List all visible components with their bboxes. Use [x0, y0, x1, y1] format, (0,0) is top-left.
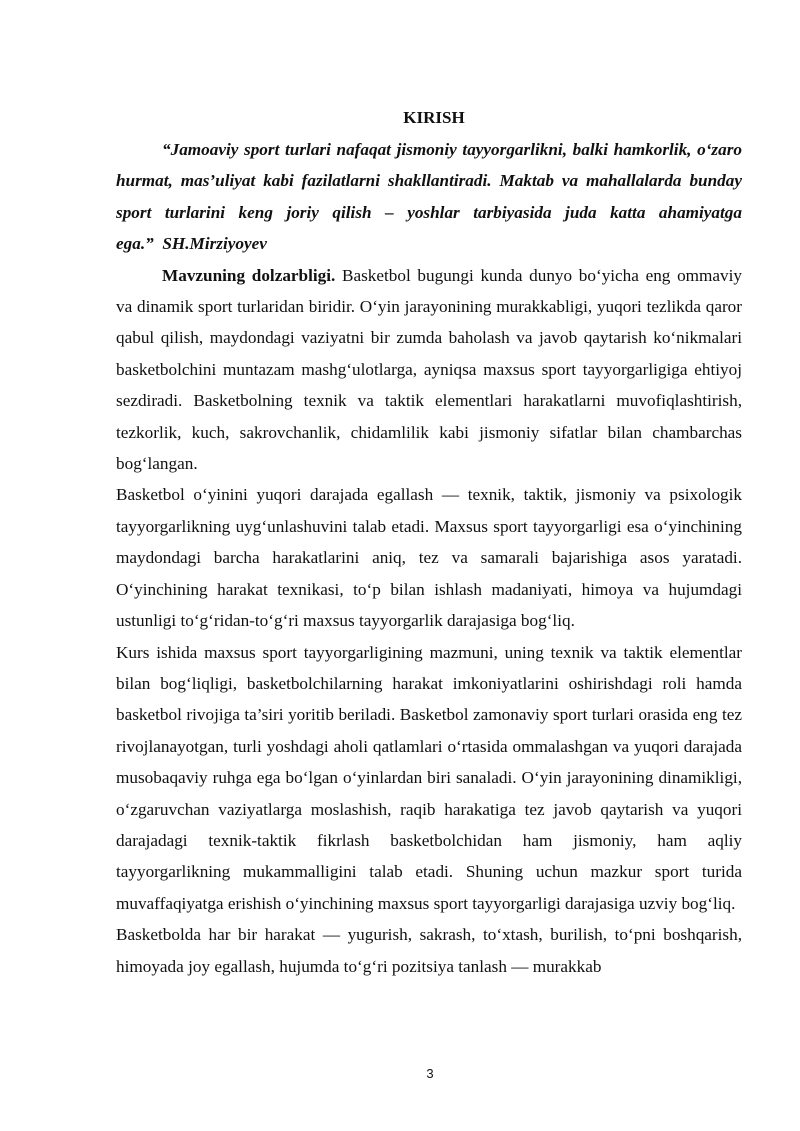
section-title: KIRISH — [403, 108, 465, 127]
paragraph — [116, 479, 742, 636]
paragraph — [116, 919, 742, 982]
paragraph-lead: Mavzuning dolzarbligi. — [162, 265, 336, 285]
epigraph-author: SH.Mirziyoyev — [162, 234, 267, 254]
paragraph-text: Basketbol bugungi kunda dunyo bo‘yicha eng ommaviy va dinamik sport turlaridan biridir. O‘yin jarayonining murakkabligi, yuqori tezlikda qaror qabul qilish, maydondagi vaziyatni bir zumda baholash va javob qaytarish ko‘nikmalari basketbolchini muntazam mashg‘ulotlarga, ayniqsa maxsus sport tayyorgarligiga ehtiyoj sezdiradi. Basketbolning texnik va taktik elementlari harakatlarni muvofiqlashtirish, tezkorlik, kuch, sakrovchanlik, chidamlilik kabi jismoniy sifatlar bilan chambarchas bog‘langan. — [116, 265, 743, 474]
body-text — [116, 134, 742, 982]
paragraph-relevance — [116, 260, 742, 480]
page-number: 3 — [426, 1066, 434, 1081]
paragraph-text: Basketbol o‘yinini yuqori darajada egallash — texnik, taktik, jismoniy va psixologik tayyorgarlikning uyg‘unlashuvini talab etadi. Maxsus sport tayyorgarligi esa o‘yinchining maydondagi barcha harakatlarini aniq, tez va samarali bajarishiga asos yaratadi. O‘yinchining harakat texnikasi, to‘p bilan ishlash madaniyati, himoya va hujumdagi ustunligi to‘g‘ridan-to‘g‘ri maxsus tayyorgarlik darajasiga bog‘liq. — [116, 485, 742, 631]
epigraph — [116, 134, 742, 260]
paragraph — [116, 637, 742, 920]
paragraph-text: Basketbolda har bir harakat — yugurish, sakrash, to‘xtash, burilish, to‘pni boshqarish, himoyada joy egallash, hujumda to‘g‘ri pozitsiya tanlash — murakkab — [116, 925, 742, 976]
epigraph-quote: “Jamoaviy sport turlari nafaqat jismoniy tayyorgarlikni, balki hamkorlik, o‘zaro hurmat, mas’uliyat kabi fazilatlarni shakllantiradi. Maktab va mahallalarda bunday sport turlarini keng joriy qilish – yoshlar tarbiyasida juda katta ahamiyatga ega.” — [116, 140, 742, 254]
paragraph-text: Kurs ishida maxsus sport tayyorgarligining mazmuni, uning texnik va taktik elementlar bilan bog‘liqligi, basketbolchilarning harakat imkoniyatlarini oshirishdagi roli hamda basketbol rivojiga ta’siri yoritib beriladi. Basketbol zamonaviy sport turlari orasida eng tez rivojlanayotgan, turli yoshdagi aholi qatlamlari o‘rtasida ommalashgan va yuqori darajada musobaqaviy ruhga ega bo‘lgan o‘yinlardan biri sanaladi. O‘yin jarayonining dinamikligi, o‘zgaruvchan vaziyatlarga moslashish, raqib harakatiga tez javob qaytarish va yuqori darajadagi texnik-taktik fikrlash basketbolchidan ham jismoniy, ham aqliy tayyorgarlikning mukammalligini talab etadi. Shuning uchun mazkur sport turida muvaffaqiyatga erishish o‘yinchining maxsus sport tayyorgarligi darajasiga uzviy bog‘liq. — [116, 642, 742, 913]
